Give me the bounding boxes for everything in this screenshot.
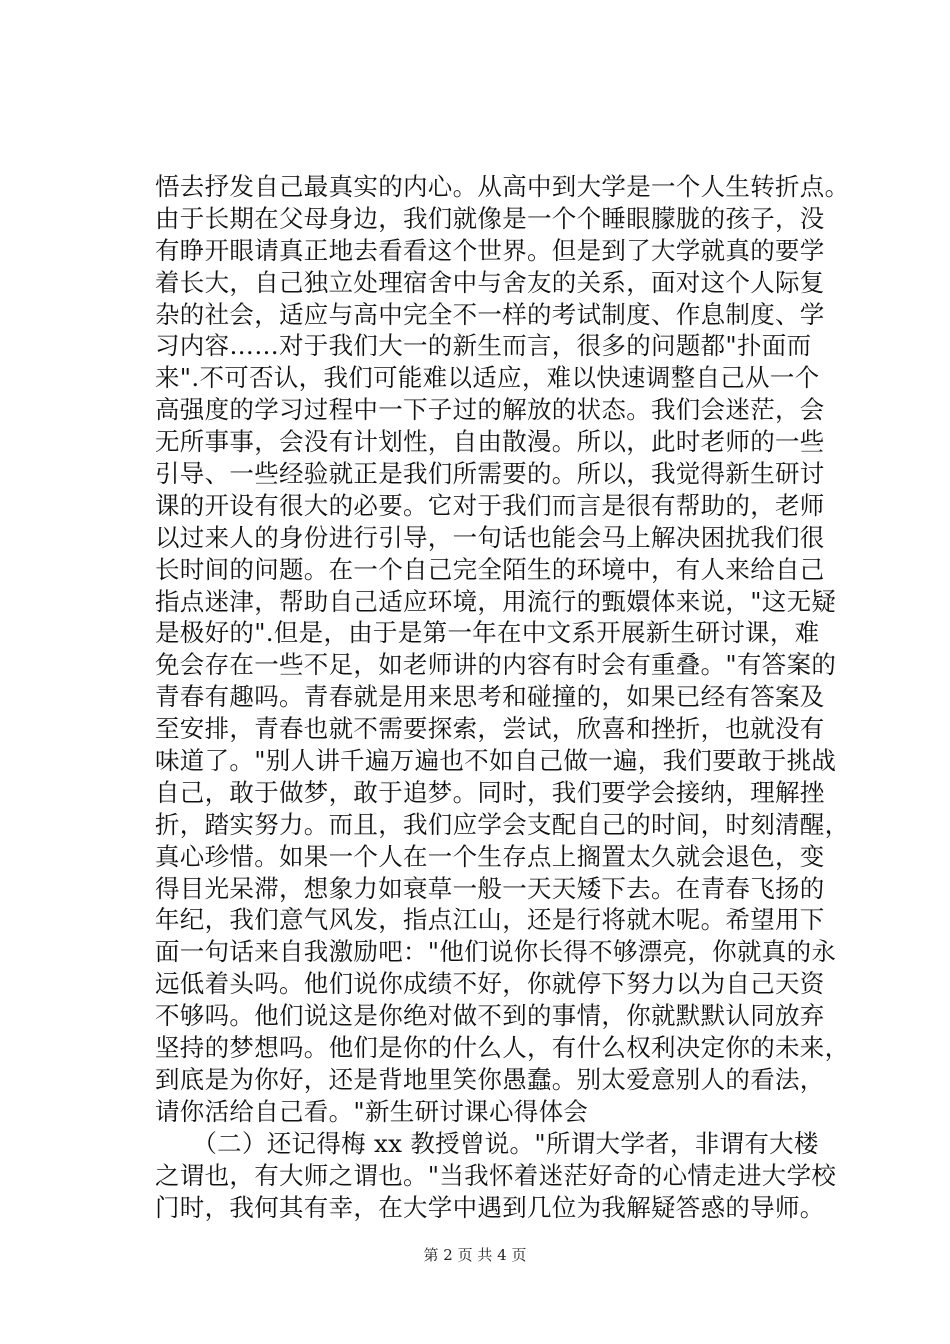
text-line: 长时间的问题。在一个自己完全陌生的环境中，有人来给自己 (155, 554, 825, 584)
text-line: 之谓也，有大师之谓也。"当我怀着迷茫好奇的心情走进大学校 (155, 1160, 837, 1190)
text-line: 年纪，我们意气风发，指点江山，还是行将就木呢。希望用下 (155, 905, 825, 935)
text-line: 门时，我何其有幸，在大学中遇到几位为我解疑答惑的导师。 (155, 1192, 825, 1222)
text-line: 免会存在一些不足，如老师讲的内容有时会有重叠。"有答案的 (155, 650, 837, 680)
text-line: （二）还记得梅 xx 教授曾说。"所谓大学者，非谓有大楼 (155, 1128, 819, 1158)
text-line: 着长大，自己独立处理宿舍中与舍友的关系，面对这个人际复 (155, 267, 825, 297)
text-line: 面一句话来自我激励吧："他们说你长得不够漂亮，你就真的永 (155, 937, 837, 967)
text-line: 请你活给自己看。"新生研讨课心得体会 (155, 1096, 589, 1126)
text-line: 杂的社会，适应与高中完全不一样的考试制度、作息制度、学 (155, 299, 825, 329)
text-line: 坚持的梦想吗。他们是你的什么人，有什么权利决定你的未来， (155, 1033, 850, 1063)
text-line: 以过来人的身份进行引导，一句话也能会马上解决困扰我们很 (155, 522, 825, 552)
text-line: 是极好的".但是，由于是第一年在中文系开展新生研讨课，难 (155, 618, 820, 648)
text-line: 来".不可否认，我们可能难以适应，难以快速调整自己从一个 (155, 363, 820, 393)
text-line: 不够吗。他们说这是你绝对做不到的事情，你就默默认同放弃 (155, 1001, 825, 1031)
text-line: 指点迷津，帮助自己适应环境，用流行的甄嬛体来说，"这无疑 (155, 586, 837, 616)
text-line: 真心珍惜。如果一个人在一个生存点上搁置太久就会退色，变 (155, 841, 825, 871)
text-line: 远低着头吗。他们说你成绩不好，你就停下努力以为自己天资 (155, 969, 825, 999)
text-line: 至安排，青春也就不需要探索，尝试，欣喜和挫折，也就没有 (155, 714, 825, 744)
text-line: 得目光呆滞，想象力如衰草一般一天天矮下去。在青春飞扬的 (155, 873, 825, 903)
text-line: 由于长期在父母身边，我们就像是一个个睡眼朦胧的孩子，没 (155, 203, 825, 233)
text-line: 味道了。"别人讲千遍万遍也不如自己做一遍，我们要敢于挑战 (155, 746, 837, 776)
body-text (155, 171, 850, 1223)
text-line: 青春有趣吗。青春就是用来思考和碰撞的，如果已经有答案及 (155, 682, 825, 712)
text-line: 到底是为你好，还是背地里笑你愚蠢。别太爱意别人的看法， (155, 1064, 825, 1094)
text-line: 课的开设有很大的必要。它对于我们而言是很有帮助的，老师 (155, 490, 825, 520)
text-line: 习内容……对于我们大一的新生而言，很多的问题都"扑面而 (155, 331, 812, 361)
text-line: 悟去抒发自己最真实的内心。从高中到大学是一个人生转折点。 (155, 172, 850, 201)
text-line: 有睁开眼请真正地去看看这个世界。但是到了大学就真的要学 (155, 235, 825, 265)
text-line: 无所事事，会没有计划性，自由散漫。所以，此时老师的一些 (155, 427, 825, 457)
text-line: 高强度的学习过程中一下子过的解放的状态。我们会迷茫，会 (155, 395, 825, 425)
text-line: 引导、一些经验就正是我们所需要的。所以，我觉得新生研讨 (155, 459, 825, 489)
text-line: 折，踏实努力。而且，我们应学会支配自己的时间，时刻清醒， (155, 809, 850, 839)
page-footer: 第 2 页 共 4 页 (423, 1246, 527, 1264)
text-line: 自己，敢于做梦，敢于追梦。同时，我们要学会接纳，理解挫 (155, 777, 825, 807)
